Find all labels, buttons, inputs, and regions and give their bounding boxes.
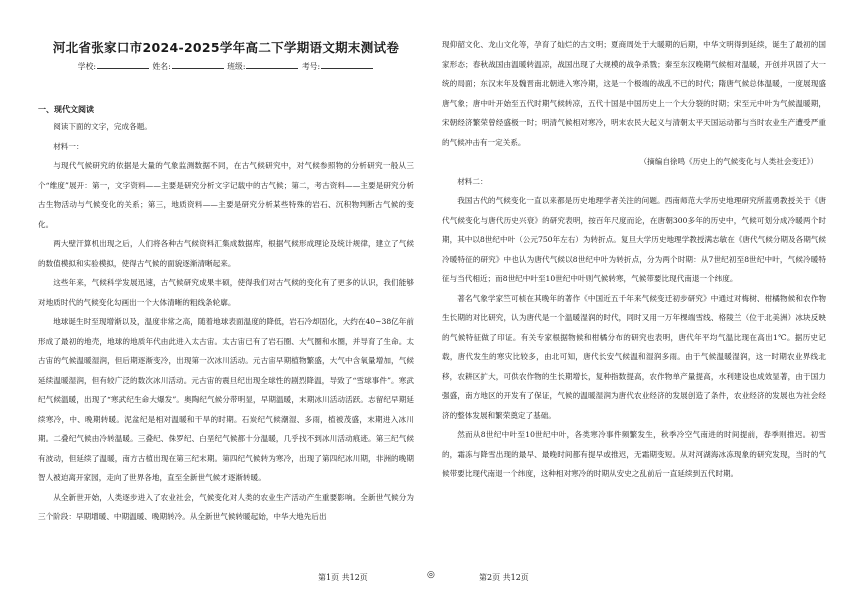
name-label: 姓名: [152,62,171,71]
page-number-right: 第2页 共12页 [479,573,529,582]
exam-no-blank[interactable] [321,59,373,69]
student-info-line [38,59,414,74]
school-label: 学校: [77,62,97,71]
left-paragraph: 从全新世开始，人类逐步进入了农业社会，气候变化对人类的农业生产活动产生重要影响。全新世气候分为三个阶段：早期增暖、中期温暖、晚期转冷。从全新世气候转暖起始，中华大地先后出 [38,492,414,521]
class-label: 班级: [227,62,246,71]
instruction: 阅读下面的文字，完成各题。 [53,122,152,131]
right-paragraph: 我国古代的气候变化一直以来都是历史地理学者关注的问题。西南师范大学历史地理研究所蓝勇教授关于《唐代气候变化与唐代历史兴衰》的研究表明，按百年尺度而论，在唐朝300多年的历史中，气候可划分成冷暖两个时期，其中以8世纪中叶（公元750年左右）为转折点。复旦大学历史地理学教授满志敏在《唐代气候分期及各期气候冷暖特征的研究》中也认为唐代气候以8世纪中叶为转折点，分为两个时期：从7世纪初至8世纪中叶，气候冷暖特征与当代相近；而8世纪中叶至10世纪中叶则气候转寒，气候带要比现代南退一个纬度。 [442,196,826,283]
left-paragraph: 这些年来，气候科学发展迅速，古气候研究成果丰硕，使得我们对古气候的变化有了更多的认识，我们能够对地质时代的气候变化勾画出一个大体清晰的粗线条轮廓。 [38,278,414,307]
right-paragraph: 著名气象学家竺可桢在其晚年的著作《中国近五千年来气候变迁初步研究》中通过对梅树、柑橘物候和农作物生长期的对比研究，认为唐代是一个温暖湿润的时代，同时又用一万年棵端雪线、格陵兰（位于北美洲）冰块反映的气候特征做了印证。有关专家根据物候和柑橘分布的研究也表明，唐代年平均气温比现在高出1℃。据历史记载，唐代发生的寒灾比较多，由北可知，唐代长安气候温和湿润多雨。由于气候温暖湿润，这一时期农业界线北移，农耕区扩大，可供农作物的生长期增长，复种指数提高，农作物单产量提高，水利建设也成效显著，由于国力强盛，南方地区的开发有了保证，气候的温暖湿润为唐代农业经济的发展创造了条件，农业经济的发展也为社会经济的整体发展和繁荣奠定了基础。 [442,293,826,420]
page-number-left: 第1页 共12页 [318,573,368,582]
exam-no-label: 考号: [301,62,321,71]
left-paragraph: 与现代气候研究的依据是大量的气象监测数据不同，在古气候研究中，对气候参照物的分析研究一般从三个“维度”展开：第一，文字资料——主要是研究分析文字记载中的古气候；第二，考古资料——主要是研究分析古生物活动与气候变化的关系；第三，地质资料——主要是研究分析某些特殊的岩石、沉积物判断古气候的变化。 [38,161,414,229]
name-blank[interactable] [172,59,224,69]
left-paragraph: 地球诞生时至现增渐以及，温度非常之高，随着地球表面温度的降低，岩石冷却固化，大约在40~38亿年前形成了最初的地壳，地球的地质年代由此进入太古宙。太古宙已有了岩石圈、大气圈和水圈，并导育了生命。太古宙的气候温暖湿润，但后期逐渐变冷，出现第一次冰川活动。元古宙早期植物繁盛，大气中含氧量增加，气候延续温暖湿润，但有较广泛的数次冰川活动。元古宙的震旦纪出现全球性的剧烈降温，导致了“雪球事件”。寒武纪气候温暖，出现了“寒武纪生命大爆发”。奥陶纪气候分带明显，早期温暖，末期冰川活动活跃。志留纪早期延续寒冷，中、晚期转暖。泥盆纪是相对温暖和干旱的时期。石炭纪气候潮湿、多雨，植被茂盛，末期进入冰川期。二叠纪气候由冷转温暖。三叠纪、侏罗纪、白垩纪气候都十分温暖，几乎找不到冰川活动痕迹。第三纪气候有波动，但延续了温暖，南方古植出现在第三纪末期。第四纪气候转为寒冷，出现了第四纪冰川期，非洲的晚期智人被迫离开家园，走向了世界各地，直至全新世气候才逐渐转暖。 [38,317,414,482]
material2-label: 材料二： [457,176,488,186]
left-column [38,0,414,527]
right-column [442,35,826,484]
material1-label: 材料一： [53,141,84,151]
left-paragraph: 两大壁汗算机出现之后，人们将各种古气候资料汇集成数据库，根据气候形成理论及统计规律，建立了气候的数值模拟和实验模拟，使得古气候的面貌逐渐清晰起来。 [38,239,414,268]
right-paragraph: 然而从8世纪中叶至10世纪中叶，各类寒冷事件频繁发生，秋季冷空气南进的时间提前，春季则推迟。初雪的，霜冻与降雪出现的最早、最晚时间都有提早或推迟，无霜期变短。从对河湖海冰冻现象的研究发现，当时的气候带要比现代南退一个纬度，这种相对寒冷的时期从安史之乱前后一直延续到五代时期。 [442,430,826,478]
center-mark-icon: ◎ [427,570,435,580]
page-title: 河北省张家口市2024-2025学年高二下学期语文期末测试卷 [52,40,400,55]
right-paragraph: 现仰韶文化、龙山文化等，孕育了灿烂的古文明；夏商周处于大暖期的后期，中华文明得到延续，诞生了最初的国家形态；春秋战国由温暖转温凉，战国出现了大规模的战争杀戮；秦至东汉晚期气候相对温暖，开创并巩固了大一统的局面；东汉末年及魏晋南北朝进入寒冷期，这是一个极端的战乱不已的时代；隋唐气候总体温暖，一度展现盛唐气象；唐中叶开始至五代时期气候转凉，五代十国是中国历史上一个大分裂的时期；宋至元中叶为气候温暖期，宋朝经济繁荣曾经盛极一时；明清气候相对寒冷，明末农民大起义与清朝太平天国运动都与当时农业生产遭受严重的气候冲击有一定关系。 [442,40,826,147]
class-blank[interactable] [246,59,298,69]
source-note: （摘编自徐鸣《历史上的气候变化与人类社会变迁》） [639,157,818,166]
section-title: 一、现代文阅读 [38,104,94,114]
school-blank[interactable] [97,59,149,69]
